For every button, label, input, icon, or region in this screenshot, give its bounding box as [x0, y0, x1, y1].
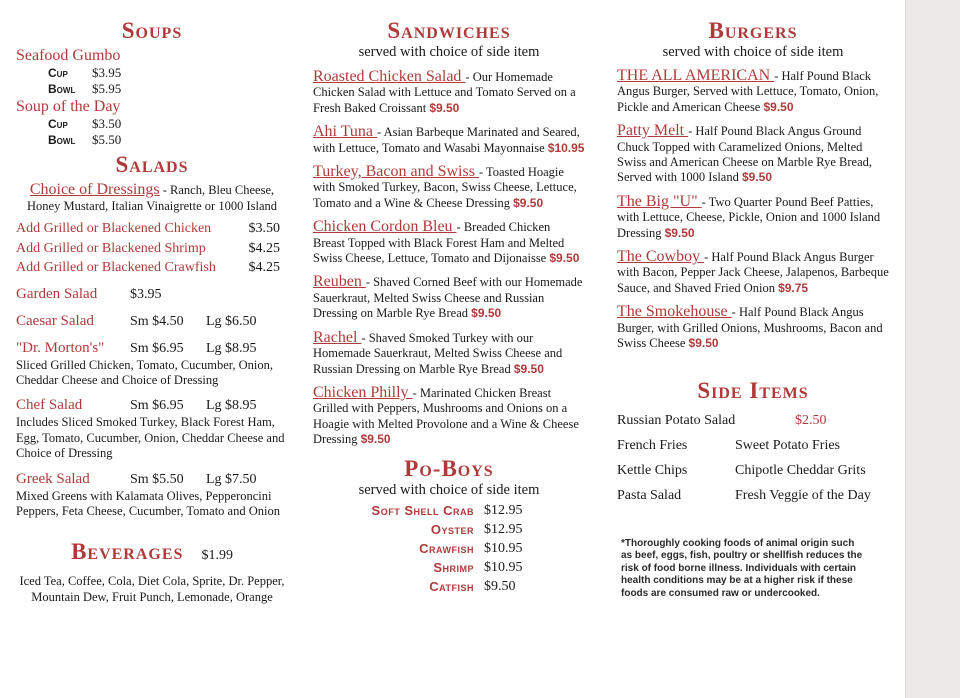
left-column — [16, 18, 288, 605]
beverages-list: Iced Tea, Coffee, Cola, Diet Cola, Sprite, Dr. Pepper, Mountain Dew, Fruit Punch, Lemonade, Orange — [19, 574, 285, 605]
salads-heading: Salads — [115, 152, 189, 177]
poboy-row: Crawfish $10.95 — [419, 540, 523, 556]
side-item: Chipotle Cheddar Grits — [735, 462, 866, 478]
burgers-subtitle: served with choice of side item — [662, 44, 844, 60]
side-item: Pasta Salad — [617, 487, 682, 503]
right-column — [617, 18, 889, 600]
salad-item: Caesar Salad Sm $4.50 Lg $6.50 — [16, 312, 257, 329]
sandwich-item: Chicken Philly - Marinated Chicken Breast Grilled with Peppers, Mushrooms and Onions on a Hoagie with Melted Provolone and a Wine & Cheese Dressing $9.50 — [313, 383, 579, 447]
scan-edge — [905, 0, 960, 698]
poboy-row: Shrimp $10.95 — [433, 559, 523, 575]
side-item: Sweet Potato Fries — [735, 437, 840, 453]
middle-column — [313, 18, 585, 596]
sandwich-item: Turkey, Bacon and Swiss - Toasted Hoagie with Smoked Turkey, Bacon, Swiss Cheese, Lettuce, Tomato and a Wine & Cheese Dressing $9.50 — [313, 163, 577, 210]
poboy-row: Soft Shell Crab $12.95 — [371, 502, 523, 518]
dressings-info — [16, 182, 288, 214]
addon-row: Add Grilled or Blackened Shrimp $4.25 — [16, 240, 280, 256]
burger-list — [617, 68, 889, 352]
sandwich-item: Chicken Cordon Bleu - Breaded Chicken Breast Topped with Black Forest Ham and Melted Swiss Cheese, Lettuce, Tomato and Dijonaisse $9.50 — [313, 218, 580, 266]
poboy-row: Oyster $12.95 — [430, 521, 523, 537]
side-item: Kettle Chips — [617, 462, 688, 478]
side-item: French Fries — [617, 437, 688, 453]
sandwich-item: Rachel - Shaved Smoked Turkey with our Homemade Sauerkraut, Melted Swiss Cheese and Russian Dressing on Marble Rye Bread $9.50 — [313, 328, 563, 376]
sandwich-item: Roasted Chicken Salad - Our Homemade Chicken Salad with Lettuce and Tomato Served on a Fresh Baked Croissant $9.50 — [313, 68, 576, 115]
salad-item: Chef Salad Sm $6.95 Lg $8.95 Includes Sliced Smoked Turkey, Black Forest Ham, Egg, Tomato, Cucumber, Onion, Cheddar Cheese and Choice of Dressing — [16, 396, 288, 461]
poboys-heading: Po-Boys — [404, 455, 494, 481]
salad-item: "Dr. Morton's" Sm $6.95 Lg $8.95 Sliced Grilled Chicken, Tomato, Cucumber, Onion, Cheddar Cheese and Choice of Dressing — [16, 339, 288, 389]
sandwich-item: Ahi Tuna - Asian Barbeque Marinated and Seared, with Lettuce, Tomato and Wasabi Mayonnaise $10.95 — [313, 123, 585, 155]
salad-desc: Sliced Grilled Chicken, Tomato, Cucumber, Onion, Cheddar Cheese and Choice of Dressing — [16, 357, 274, 387]
soup-name: Seafood Gumbo — [16, 47, 121, 64]
dressings-name: Choice of Dressings — [29, 181, 160, 198]
beverages-heading: Beverages — [71, 539, 184, 565]
soup-size-row: Bowl $5.95 — [48, 81, 122, 96]
poboys-subtitle: served with choice of side item — [358, 481, 540, 498]
poboy-list — [313, 501, 585, 596]
addon-row: Add Grilled or Blackened Crawfish $4.25 — [16, 260, 280, 275]
salad-desc: Mixed Greens with Kalamata Olives, Pepperoncini Peppers, Feta Cheese, Cucumber, Tomato and Onion — [16, 488, 280, 518]
burgers-heading: Burgers — [708, 18, 798, 43]
sandwich-list — [313, 69, 585, 448]
salad-item: Greek Salad Sm $5.50 Lg $7.50 Mixed Greens with Kalamata Olives, Pepperoncini Peppers, Feta Cheese, Cucumber, Tomato and Onion — [16, 470, 288, 520]
addon-list — [16, 219, 288, 278]
side-items-grid — [617, 412, 889, 504]
salad-item: Garden Salad $3.95 — [16, 285, 162, 302]
sandwich-item: Reuben - Shaved Corned Beef with our Homemade Sauerkraut, Melted Swiss Cheese and Russian Dressing on Marble Rye Bread $9.50 — [313, 273, 583, 321]
side-price: $2.50 — [795, 412, 827, 428]
soup-name: Soup of the Day — [16, 98, 121, 115]
dressings-desc: - Ranch, Bleu Cheese, Honey Mustard, Italian Vinaigrette or 1000 Island — [27, 183, 277, 213]
addon-row: Add Grilled or Blackened Chicken $3.50 — [16, 221, 280, 236]
beverages-header — [16, 539, 288, 565]
side-items-heading: Side Items — [697, 377, 809, 403]
poboy-row: Catfish $9.50 — [429, 578, 516, 594]
burger-item: Patty Melt - Half Pound Black Angus Ground Chuck Topped with Caramelized Onions, Melted Swiss and American Cheese on Marble Rye Bread, Served with 1000 Island $9.50 — [617, 122, 872, 185]
salad-desc: Includes Sliced Smoked Turkey, Black Forest Ham, Egg, Tomato, Cucumber, Onion, Cheddar Cheese and Choice of Dressing — [16, 415, 285, 461]
burger-item: The Smokehouse - Half Pound Black Angus Burger, with Grilled Onions, Mushrooms, Bacon and Swiss Cheese $9.50 — [617, 303, 883, 351]
burger-item: The Cowboy - Half Pound Black Angus Burger with Bacon, Pepper Jack Cheese, Jalapenos, Barbeque Sauce, and Shaved Fried Onion $9.75 — [617, 248, 889, 295]
food-safety-disclaimer: *Thoroughly cooking foods of animal origin such as beef, eggs, fish, poultry or shellfish reduces the risk of food borne illness. Individuals with certain health conditions may be at a higher risk if these foods are consumed raw or undercooked. — [621, 537, 863, 599]
soup-item — [16, 46, 288, 97]
sandwiches-subtitle: served with choice of side item — [358, 44, 540, 60]
beverages-price: $1.99 — [201, 548, 233, 564]
side-item: Russian Potato Salad — [617, 412, 736, 428]
sandwiches-heading: Sandwiches — [387, 18, 511, 43]
burger-item: THE ALL AMERICAN - Half Pound Black Angus Burger, Served with Lettuce, Tomato, Onion, Pickle and American Cheese $9.50 — [617, 67, 879, 114]
soup-size-row: Cup $3.95 — [48, 65, 122, 80]
soups-heading: Soups — [121, 18, 183, 43]
soup-size-row: Bowl $5.50 — [48, 132, 122, 147]
burger-item: The Big "U" - Two Quarter Pound Beef Patties, with Lettuce, Cheese, Pickle, Onion and 1000 Island Dressing $9.50 — [617, 192, 881, 240]
side-item: Fresh Veggie of the Day — [735, 487, 871, 503]
soup-item — [16, 97, 288, 148]
soup-size-row: Cup $3.50 — [48, 116, 122, 131]
